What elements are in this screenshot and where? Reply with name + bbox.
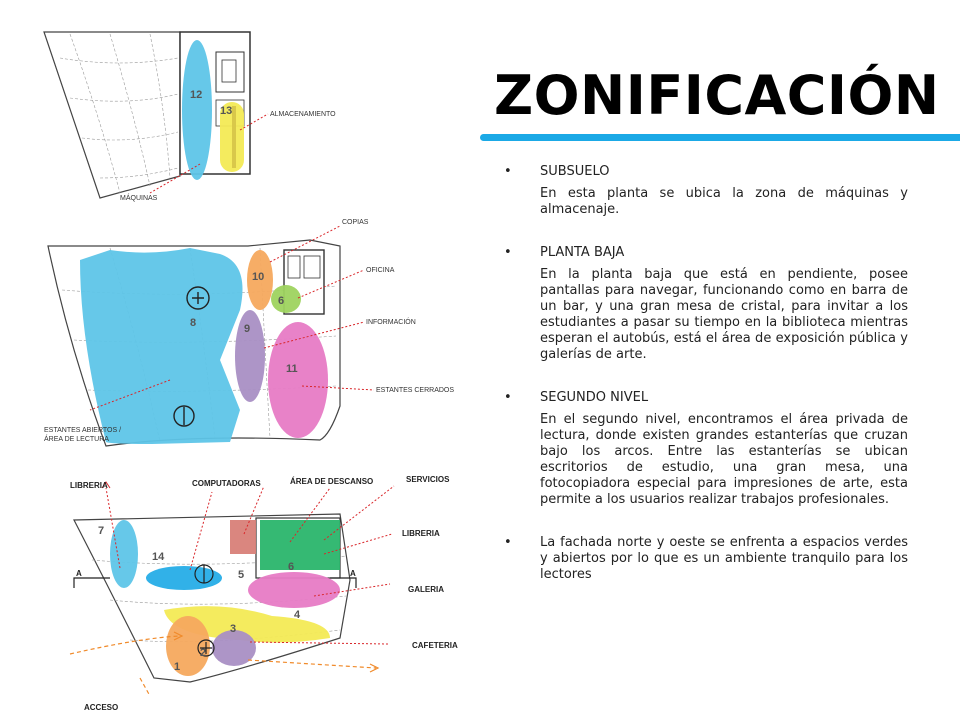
section-subsuelo: [504, 164, 908, 218]
label-almacenamiento: ALMACENAMIENTO: [270, 111, 336, 118]
label-computadoras: COMPUTADORAS: [192, 479, 261, 488]
basement-plan-drawing: [40, 28, 340, 208]
zone-7-label: 7: [98, 525, 105, 537]
section-mark-right: A: [350, 569, 356, 578]
bullet-marker: •: [504, 245, 512, 260]
slide-content: [504, 164, 908, 583]
label-estantes-cerrados: ESTANTES CERRADOS: [376, 387, 455, 394]
label-galeria: GALERIA: [408, 585, 444, 594]
label-oficina: OFICINA: [366, 267, 395, 274]
bullet-marker: •: [504, 390, 512, 405]
section-text: La fachada norte y oeste se enfrenta a espacios verdes y abiertos por lo que es un ambiente tranquilo para los lectores: [540, 535, 908, 582]
zone-6-upper-label: 6: [288, 561, 295, 573]
section-heading: PLANTA BAJA: [540, 245, 625, 260]
section-fachada: [504, 535, 908, 583]
label-area-de-descanso: ÁREA DE DESCANSO: [290, 477, 374, 486]
ground-floor-plan-drawing: [40, 210, 480, 450]
zone-1-label: 1: [174, 661, 181, 673]
section-mark-left: A: [76, 569, 82, 578]
label-libreria-left: LIBRERIA: [70, 481, 108, 490]
zone-11-label: 11: [286, 363, 298, 375]
section-text: En la planta baja que está en pendiente, posee pantallas para navegar, funcionando como en barra de un bar, y una gran mesa de cristal, para invitar a los estudiantes a pasar su tiempo en la biblioteca mientras esperan el autobús, está el área de exposición pública y galerías de arte.: [540, 267, 908, 362]
section-text: En el segundo nivel, encontramos el área privada de lectura, donde existen grandes estanterías que cruzan bajo los arcos. Entre las estanterías se ubican escritorios de estudio, una gran mesa, una fotocopiadora especial para impresiones de arte, esta permite a los usuarios realizar trabajos profesionales.: [540, 412, 908, 507]
section-planta-baja: [504, 245, 908, 363]
upper-floor-plan: [40, 470, 480, 720]
zone-6-label: 6: [278, 295, 285, 307]
bullet-marker: •: [504, 535, 512, 550]
label-servicios: SERVICIOS: [406, 475, 450, 484]
label-maquinas: MÁQUINAS: [120, 195, 158, 202]
basement-plan: [40, 28, 340, 208]
bullet-marker: •: [504, 164, 512, 179]
label-estantes-abiertos: ESTANTES ABIERTOS /: [44, 427, 122, 434]
zone-4-label: 4: [294, 609, 301, 621]
section-text: En esta planta se ubica la zona de máquinas y almacenaje.: [540, 186, 908, 217]
section-heading: SUBSUELO: [540, 164, 610, 179]
label-libreria-right: LIBRERIA: [402, 529, 440, 538]
zone-13-label: 13: [220, 105, 233, 117]
label-acceso: ACCESO: [84, 703, 119, 712]
zone-8-label: 8: [190, 317, 197, 329]
section-segundo-nivel: [504, 390, 908, 508]
section-heading: SEGUNDO NIVEL: [540, 390, 649, 405]
zone-5-label: 5: [238, 569, 245, 581]
label-copias: COPIAS: [342, 219, 369, 226]
zone-9-label: 9: [244, 323, 251, 335]
label-cafeteria: CAFETERIA: [412, 641, 458, 650]
ground-floor-plan: [40, 210, 480, 450]
title-underline: [480, 134, 960, 141]
zone-2-label: 2: [200, 647, 207, 659]
zone-10-label: 10: [252, 271, 265, 283]
zone-12-label: 12: [190, 89, 203, 101]
zone-14-label: 14: [152, 551, 165, 563]
slide-title: ZONIFICACIÓN: [494, 64, 940, 127]
label-informacion: INFORMACIÓN: [366, 319, 416, 326]
upper-floor-plan-drawing: [40, 470, 480, 720]
label-area-de-lectura: ÁREA DE LECTURA: [44, 436, 109, 443]
zone-3-label: 3: [230, 623, 237, 635]
